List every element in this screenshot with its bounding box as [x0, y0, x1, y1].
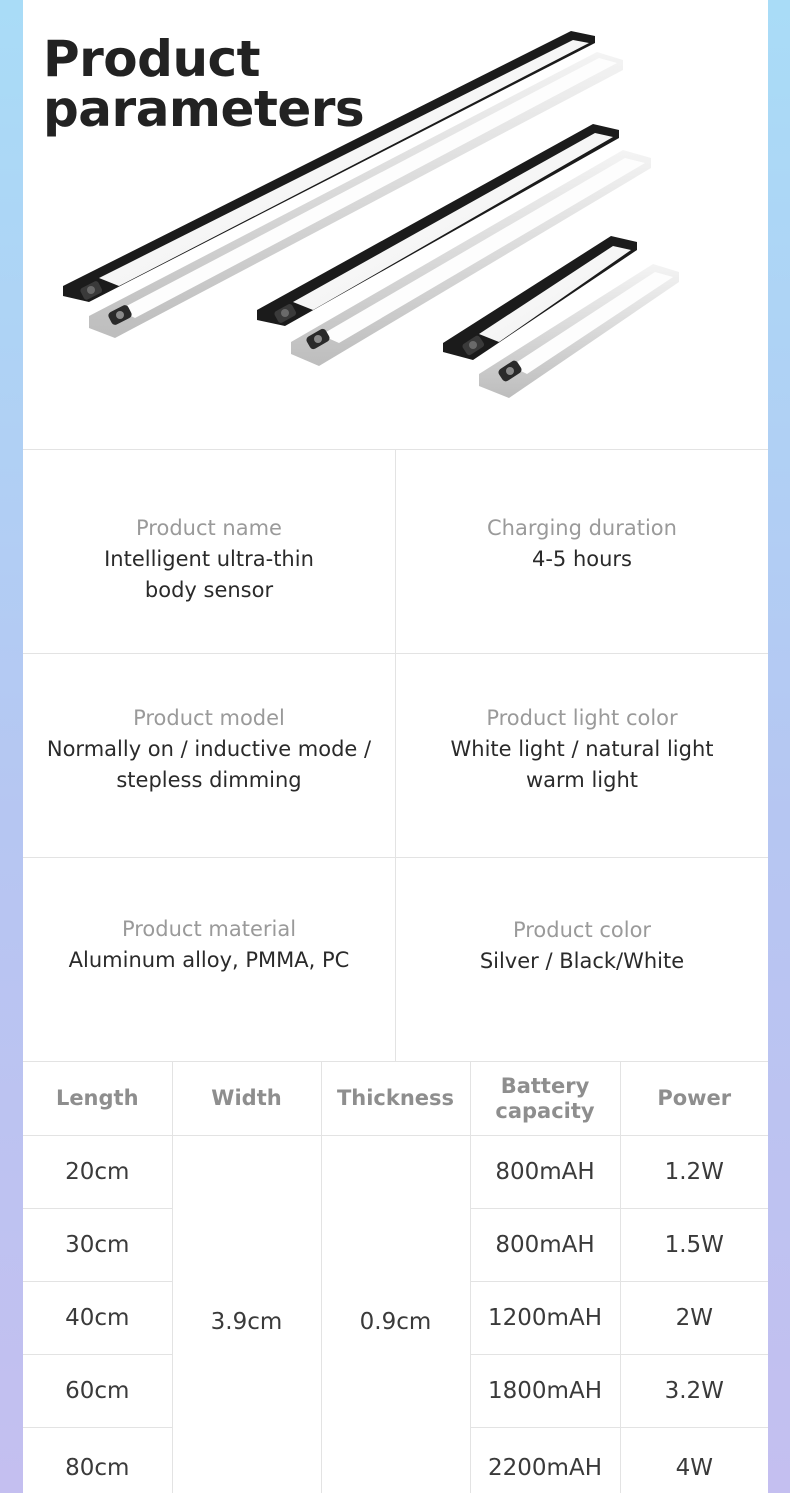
cell-battery: 1200mAH [470, 1282, 620, 1355]
hero-section [23, 0, 768, 449]
table-row [23, 1136, 768, 1209]
cell-battery: 800mAH [470, 1136, 620, 1209]
header-power: Power [620, 1062, 768, 1136]
spec-value: 4-5 hours [531, 547, 633, 571]
spec-label: Charging duration [487, 516, 677, 540]
spec-label: Product name [136, 516, 282, 540]
cell-power: 2W [620, 1282, 768, 1355]
header-battery-capacity: Battery capacity [470, 1062, 620, 1136]
cell-width: 3.9cm [172, 1136, 321, 1493]
cell-length: 20cm [23, 1136, 172, 1209]
cell-battery: 2200mAH [470, 1428, 620, 1493]
spec-cell-light-color [396, 654, 768, 857]
spec-value: Aluminum alloy, PMMA, PC [68, 948, 350, 972]
spec-label: Product material [121, 917, 297, 941]
title-line-1: Product [43, 30, 261, 88]
spec-label: Product color [512, 918, 652, 942]
table-header-row [23, 1062, 768, 1136]
cell-power: 3.2W [620, 1355, 768, 1428]
spec-value: White light / natural light warm light [450, 737, 714, 792]
header-thickness: Thickness [321, 1062, 470, 1136]
header-length: Length [23, 1062, 172, 1136]
header-width: Width [172, 1062, 321, 1136]
page-title [43, 30, 365, 138]
spec-cell-product-model [23, 654, 396, 857]
cell-battery: 1800mAH [470, 1355, 620, 1428]
spec-value: Silver / Black/White [479, 949, 685, 973]
spec-value: Intelligent ultra-thin body sensor [104, 547, 314, 602]
cell-power: 4W [620, 1428, 768, 1493]
cell-battery: 800mAH [470, 1209, 620, 1282]
spec-row [23, 858, 768, 1062]
cell-power: 1.2W [620, 1136, 768, 1209]
cell-length: 60cm [23, 1355, 172, 1428]
spec-cell-material [23, 858, 396, 1062]
spec-grid [23, 449, 768, 1061]
spec-value: Normally on / inductive mode / stepless dimming [46, 737, 372, 792]
product-parameters-panel [23, 0, 768, 1493]
spec-row [23, 654, 768, 858]
spec-row [23, 450, 768, 654]
parameters-table [23, 1061, 768, 1493]
spec-cell-product-name [23, 450, 396, 653]
cell-length: 30cm [23, 1209, 172, 1282]
spec-cell-charging-duration [396, 450, 768, 653]
spec-label: Product model [133, 706, 285, 730]
title-line-2: parameters [43, 80, 365, 138]
cell-power: 1.5W [620, 1209, 768, 1282]
cell-length: 40cm [23, 1282, 172, 1355]
spec-cell-product-color [396, 858, 768, 1062]
spec-label: Product light color [486, 706, 678, 730]
cell-thickness: 0.9cm [321, 1136, 470, 1493]
cell-length: 80cm [23, 1428, 172, 1493]
